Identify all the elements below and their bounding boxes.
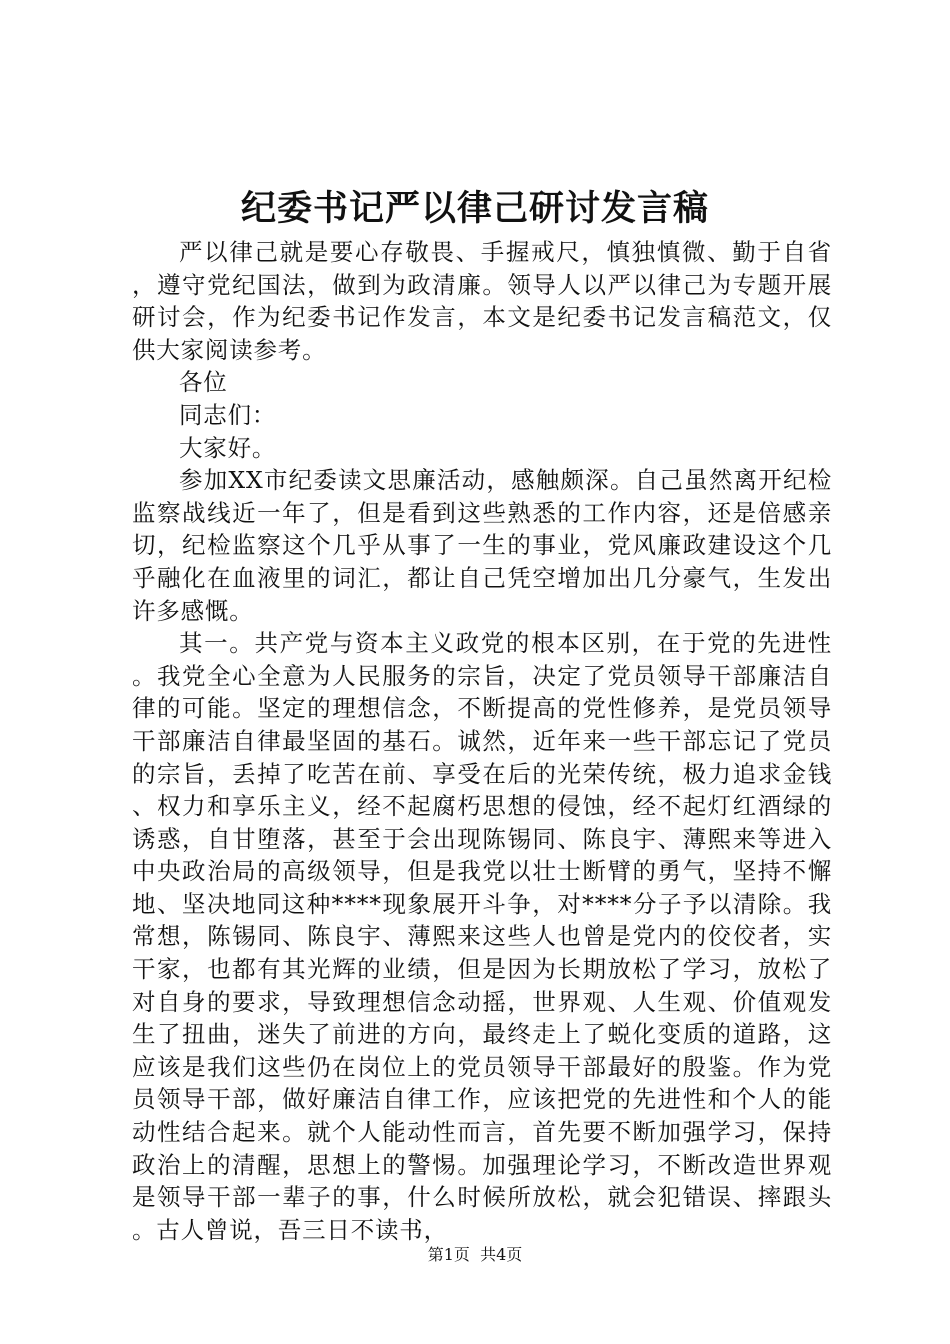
page-number: 第1页 bbox=[427, 1245, 470, 1264]
paragraph-greeting: 大家好。 bbox=[179, 433, 277, 462]
page-footer bbox=[0, 1244, 950, 1266]
paragraph-salutation-1: 各位 bbox=[179, 368, 228, 397]
document-body bbox=[132, 236, 832, 1246]
paragraph-body-2: 其一。共产党与资本主义政党的根本区别，在于党的先进性。我党全心全意为人民服务的宗旨，决定了党员领导干部廉洁自律的可能。坚定的理想信念，不断提高的党性修养，是党员领导干部廉洁自律最坚固的基石。诚然，近年来一些干部忘记了党员的宗旨，丢掉了吃苦在前、享受在后的光荣传统，极力追求金钱、权力和享乐主义，经不起腐朽思想的侵蚀，经不起灯红酒绿的诱惑，自甘堕落，甚至于会出现陈锡同、陈良宇、薄熙来等进入中央政治局的高级领导，但是我党以壮士断臂的勇气，坚持不懈地、坚决地同这种****现象展开斗争，对****分子予以清除。我常想，陈锡同、陈良宇、薄熙来这些人也曾是党内的佼佼者，实干家，也都有其光辉的业绩，但是因为长期放松了学习，放松了对自身的要求，导致理想信念动摇，世界观、人生观、价值观发生了扭曲，迷失了前进的方向，最终走上了蜕化变质的道路，这应该是我们这些仍在岗位上的党员领导干部最好的殷鉴。作为党员领导干部，做好廉洁自律工作，应该把党的先进性和个人的能动性结合起来。就个人能动性而言，首先要不断加强学习，保持政治上的清醒，思想上的警惕。加强理论学习，不断改造世界观是领导干部一辈子的事，什么时候所放松，就会犯错误、摔跟头。古人曾说，吾三日不读书， bbox=[132, 629, 832, 1244]
paragraph-body-1: 参加XX市纪委读文思廉活动，感触颇深。自己虽然离开纪检监察战线近一年了，但是看到这些熟悉的工作内容，还是倍感亲切，纪检监察这个几乎从事了一生的事业，党风廉政建设这个几乎融化在血液里的词汇，都让自己凭空增加出几分豪气，生发出许多感慨。 bbox=[132, 466, 832, 625]
paragraph-salutation-2: 同志们： bbox=[179, 400, 277, 429]
paragraph-intro: 严以律己就是要心存敬畏、手握戒尺，慎独慎微、勤于自省，遵守党纪国法，做到为政清廉。领导人以严以律己为专题开展研讨会，作为纪委书记作发言，本文是纪委书记发言稿范文，仅供大家阅读参考。 bbox=[132, 238, 832, 364]
page-total: 共4页 bbox=[480, 1245, 523, 1264]
document-title: 纪委书记严以律己研讨发言稿 bbox=[240, 188, 709, 229]
